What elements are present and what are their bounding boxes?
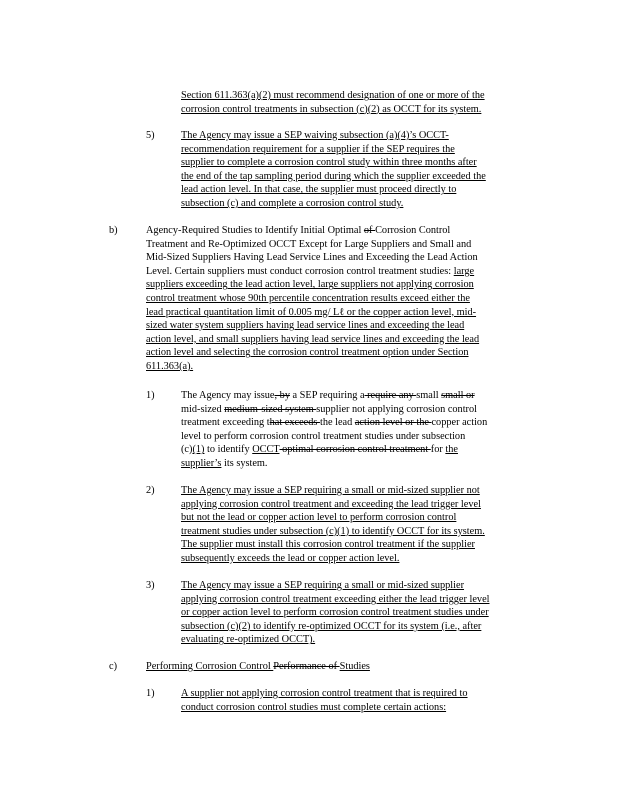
inserted-text: OCCT [252, 444, 280, 456]
struck-text: the [416, 417, 432, 429]
inserted-text: the [445, 444, 458, 456]
text-line [181, 129, 486, 143]
text-line [146, 265, 479, 279]
text-run: Corrosion Control [375, 225, 451, 236]
item-b1-label: 1) [146, 390, 155, 401]
text-line [181, 593, 490, 607]
text-line [181, 525, 485, 539]
text-run: its system. [221, 457, 268, 469]
inserted-text: but not the lead or copper action level to perform corrosion control [181, 512, 457, 524]
inserted-text: lead action level. In that case, the supplier must proceed directly to [181, 184, 457, 196]
text-run: copper action [431, 417, 488, 429]
section-b-text [146, 224, 479, 374]
text-run: supplier not applying corrosion control [316, 403, 477, 415]
inserted-text: The Agency may issue a SEP waiving subsection (a)(4)’s OCCT- [181, 130, 449, 141]
item-b3-label: 3) [146, 580, 155, 591]
text-line [181, 89, 485, 103]
item-b3-text [181, 579, 490, 647]
inserted-text: lead practical quantitation limit of 0.005 mg/ Lℓ or the copper action level, mid- [146, 306, 477, 318]
text-line [181, 103, 485, 117]
text-line [146, 278, 479, 292]
text-run: a SEP requiring a [289, 390, 365, 401]
inserted-text: subsequently exceeds the lead or copper action level. [181, 552, 400, 564]
item-b1-text [181, 389, 487, 471]
inserted-text: the end of the tap sampling period during which the supplier exceeded the [181, 170, 486, 182]
inserted-text: control treatment whose 90th percentile concentration results exceed either the [146, 292, 470, 304]
text-line [181, 457, 487, 471]
inserted-text: corrosion control treatments in subsection (c)(2) as OCCT for its system. [181, 103, 482, 115]
inserted-text: A supplier not applying corrosion control treatment that is required to [181, 688, 468, 699]
text-run: The Agency may issue [181, 390, 275, 401]
text-line [181, 443, 487, 457]
text-line [146, 333, 479, 347]
inserted-text: action level and selecting the corrosion control treatment option under Section [146, 347, 469, 359]
text-line [181, 620, 490, 634]
text-line [181, 579, 490, 593]
inserted-text: treatment studies under subsection (c)(1) to identify OCCT for its system. [181, 525, 485, 537]
inserted-text: applying corrosion control treatment and exceeding the lead trigger level [181, 498, 481, 510]
struck-text: of [363, 225, 376, 236]
item-a5-text [181, 129, 486, 211]
text-line [181, 416, 487, 430]
inserted-text: Section 611.363(a)(2) must recommend designation of one or more of the [181, 90, 485, 101]
text-run: Mid-Sized Suppliers Having Lead Service Lines and Exceeding the Lead Action [146, 252, 478, 264]
inserted-text: supplier to complete a corrosion control study within three months after [181, 157, 477, 169]
text-line [146, 346, 479, 360]
text-line [146, 660, 370, 674]
text-line [181, 701, 468, 715]
struck-text: hat exceeds [269, 417, 320, 429]
text-line [181, 430, 487, 444]
text-line [181, 606, 490, 620]
text-run: small [416, 390, 442, 401]
inserted-text: large [453, 265, 475, 277]
text-line [181, 156, 486, 170]
text-line [146, 238, 479, 252]
struck-text: medium-sized system [224, 403, 317, 415]
inserted-text: Studies [339, 661, 370, 672]
struck-text: require any [364, 390, 417, 401]
inserted-text: The supplier must install this corrosion control treatment if the supplier [181, 539, 475, 551]
text-line [181, 498, 485, 512]
struck-text: action level or [354, 417, 417, 429]
inserted-text: or copper action level to perform corrosion control treatment studies under [181, 607, 489, 619]
inserted-text: 611.363(a). [146, 360, 194, 372]
item-c1-label: 1) [146, 688, 155, 699]
text-line [146, 319, 479, 333]
text-line [181, 633, 490, 647]
inserted-text: recommendation requirement for a supplier if the SEP requires the [181, 143, 455, 155]
text-line [181, 389, 487, 403]
text-run: mid-sized [181, 403, 225, 415]
text-line [146, 306, 479, 320]
text-line [181, 484, 485, 498]
text-line [181, 538, 485, 552]
section-c-heading [146, 660, 370, 674]
inserted-text: sized water system suppliers having lead service lines and exceeding the lead [146, 320, 465, 332]
text-line [146, 251, 479, 265]
text-run: the lead [319, 417, 355, 429]
section-c-label: c) [109, 661, 117, 672]
struck-text: optimal corrosion control treatment [279, 444, 431, 456]
inserted-text: (1) [192, 444, 205, 456]
text-line [181, 552, 485, 566]
text-run: Treatment and Re-Optimized OCCT Except for Large Suppliers and Small and [146, 238, 472, 250]
text-run: (c) [181, 444, 193, 456]
text-line [181, 143, 486, 157]
inserted-text: Performing Corrosion Control [146, 661, 274, 672]
struck-text: Performance of [273, 661, 340, 672]
inserted-text: evaluating re-optimized OCCT). [181, 634, 316, 646]
inserted-text: action level, and small suppliers having lead service lines and exceeding the lead [146, 333, 480, 345]
text-line [181, 403, 487, 417]
inserted-text: supplier’s [181, 457, 222, 469]
struck-text: , by [274, 390, 290, 401]
text-line [146, 224, 479, 238]
item-b2-text [181, 484, 485, 566]
text-line [181, 197, 486, 211]
inserted-text: subsection (c)(2) to identify re-optimized OCCT for its system (i.e., after [181, 620, 482, 632]
struck-text: small or [441, 390, 475, 401]
text-run: to identify [204, 444, 253, 456]
text-run: Level. Certain suppliers must conduct corrosion control treatment studies: [146, 265, 454, 277]
inserted-text: The Agency may issue a SEP requiring a small or mid-sized supplier not [181, 485, 480, 496]
text-run: treatment exceeding t [181, 417, 270, 429]
inserted-text: The Agency may issue a SEP requiring a small or mid-sized supplier [181, 580, 465, 591]
item-a5-label: 5) [146, 130, 155, 141]
text-line [146, 292, 479, 306]
text-run: Agency-Required Studies to Identify Initial Optimal [146, 225, 364, 236]
item-b2-label: 2) [146, 485, 155, 496]
text-line [181, 170, 486, 184]
text-line [181, 183, 486, 197]
inserted-text: suppliers exceeding the lead action level, large suppliers not applying corrosion [146, 279, 474, 291]
text-line [146, 360, 479, 374]
text-run: level to perform corrosion control treatment studies under subsection [181, 430, 466, 442]
item-c1-text [181, 687, 468, 714]
inserted-text: subsection (c) and complete a corrosion control study. [181, 197, 404, 209]
section-b-label: b) [109, 225, 118, 236]
text-line [181, 511, 485, 525]
inserted-text: applying corrosion control treatment exceeding either the lead trigger level [181, 593, 490, 605]
text-run: for [430, 444, 446, 456]
text-line [181, 687, 468, 701]
inserted-text: conduct corrosion control studies must complete certain actions: [181, 701, 447, 713]
continuation-paragraph [181, 89, 485, 116]
